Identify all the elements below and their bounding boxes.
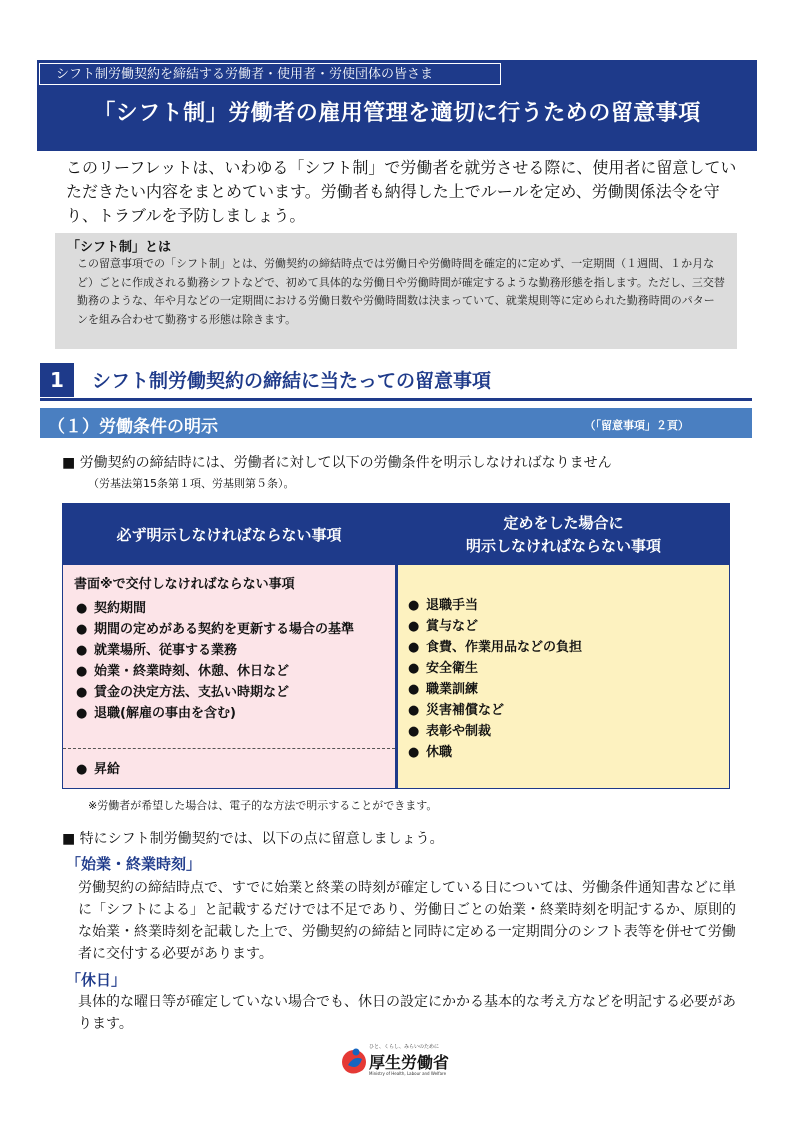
conditional-header-line-2: 明示しなければならない事項	[465, 536, 661, 555]
law-reference: （労基法第15条第１項、労基則第５条）。	[88, 477, 295, 490]
bullet-icon: ●	[408, 598, 420, 613]
holiday-body: 具体的な曜日等が確定していない場合でも、休日の設定にかかる基本的な考え方などを明記する必要があります。	[78, 994, 736, 1032]
list-item: ● 期間の定めがある契約を更新する場合の基準	[76, 619, 386, 640]
conditional-header	[398, 504, 729, 565]
electronic-note: ※労働者が希望した場合は、電子的な方法で明示することができます。	[88, 799, 438, 812]
definition-title: 「シフト制」とは	[67, 240, 172, 255]
raise-list	[76, 759, 376, 780]
list-item: ● 休職	[408, 742, 718, 763]
bullet-icon: ●	[408, 703, 420, 718]
audience-label: シフト制労働契約を締結する労働者・使用者・労使団体の皆さま	[39, 63, 501, 85]
definition-body: この留意事項での「シフト制」とは、労働契約の締結時点では労働日や労働時間を確定的に定めず、一定期間（１週間、１か月など）ごとに作成される勤務シフトなどで、初めて具体的な労働日や労働時間が確定するような勤務形態を指します。ただし、三交替勤務のような、年や月などの一定期間における労働日数や労働時間数は決まっていて、就業規則等に定められた勤務時間のパターンを組み合わせて勤務する形態は除きます。	[77, 257, 725, 326]
subsection-reference: （「留意事項」２頁）	[584, 419, 689, 432]
intro-paragraph: このリーフレットは、いわゆる「シフト制」で労働者を就労させる際に、使用者に留意していただきたい内容をまとめています。労働者も納得した上でルールを定め、労働関係法令を守り、トラブルを予防しましょう。	[66, 158, 737, 225]
bullet-icon: ●	[408, 661, 420, 676]
bullet-icon: ●	[408, 619, 420, 634]
start-end-body: 労働契約の締結時点で、すでに始業と終業の時刻が確定している日については、労働条件通知書などに単に「シフトによる」と記載するだけでは不足であり、労働日ごとの始業・終業時刻を明記するか、原則的な始業・終業時刻を記載した上で、労働契約の締結と同時に定める一定期間分のシフト表等を併せて労働者に交付する必要があります。	[78, 880, 736, 962]
list-item: ● 職業訓練	[408, 679, 718, 700]
list-item: ● 就業場所、従事する業務	[76, 640, 386, 661]
mandatory-header: 必ず明示しなければならない事項	[63, 504, 395, 565]
list-item: ● 賃金の決定方法、支払い時期など	[76, 682, 386, 703]
list-item: ● 昇給	[76, 759, 376, 780]
bullet-icon: ●	[76, 664, 88, 679]
list-item: ● 始業・終業時刻、休憩、休日など	[76, 661, 386, 682]
ministry-tagline: ひと、くらし、みらいのために	[369, 1044, 440, 1050]
bullet-icon: ●	[76, 643, 88, 658]
mandatory-list	[76, 598, 386, 724]
bullet-icon: ●	[76, 706, 88, 721]
table-divider	[395, 504, 398, 788]
bullet-icon: ●	[408, 724, 420, 739]
bullet-icon: ●	[76, 762, 88, 777]
list-item: ● 表彰や制裁	[408, 721, 718, 742]
bullet-icon: ●	[408, 640, 420, 655]
conditional-list	[408, 595, 718, 763]
conditions-intro: ■ 労働契約の締結時には、労働者に対して以下の労働条件を明示しなければなりません	[62, 455, 612, 471]
bullet-icon: ●	[76, 622, 88, 637]
start-end-heading: 「始業・終業時刻」	[66, 855, 202, 873]
written-items-title: 書面※で交付しなければならない事項	[74, 577, 295, 592]
dashed-separator	[63, 748, 395, 749]
conditional-header-line-1: 定めをした場合に	[503, 513, 624, 532]
subsection-title: （１）労働条件の明示	[48, 417, 218, 437]
bullet-icon: ●	[76, 685, 88, 700]
list-item: ● 契約期間	[76, 598, 386, 619]
section-underline	[40, 398, 752, 401]
list-item: ● 食費、作業用品などの負担	[408, 637, 718, 658]
bullet-icon: ●	[408, 745, 420, 760]
section-number: 1	[40, 363, 74, 397]
notice-intro: ■ 特にシフト制労働契約では、以下の点に留意しましょう。	[62, 831, 444, 847]
list-item: ● 安全衛生	[408, 658, 718, 679]
list-item: ● 災害補償など	[408, 700, 718, 721]
holiday-heading: 「休日」	[66, 971, 127, 989]
list-item: ● 賞与など	[408, 616, 718, 637]
bullet-icon: ●	[76, 601, 88, 616]
list-item: ● 退職(解雇の事由を含む)	[76, 703, 386, 724]
ministry-name: 厚生労働省	[369, 1053, 450, 1072]
section-title: シフト制労働契約の締結に当たっての留意事項	[92, 370, 492, 392]
ministry-name-en: Ministry of Health, Labour and Welfare	[369, 1071, 447, 1076]
bullet-icon: ●	[408, 682, 420, 697]
list-item: ● 退職手当	[408, 595, 718, 616]
page-title: 「シフト制」労働者の雇用管理を適切に行うための留意事項	[93, 101, 701, 126]
